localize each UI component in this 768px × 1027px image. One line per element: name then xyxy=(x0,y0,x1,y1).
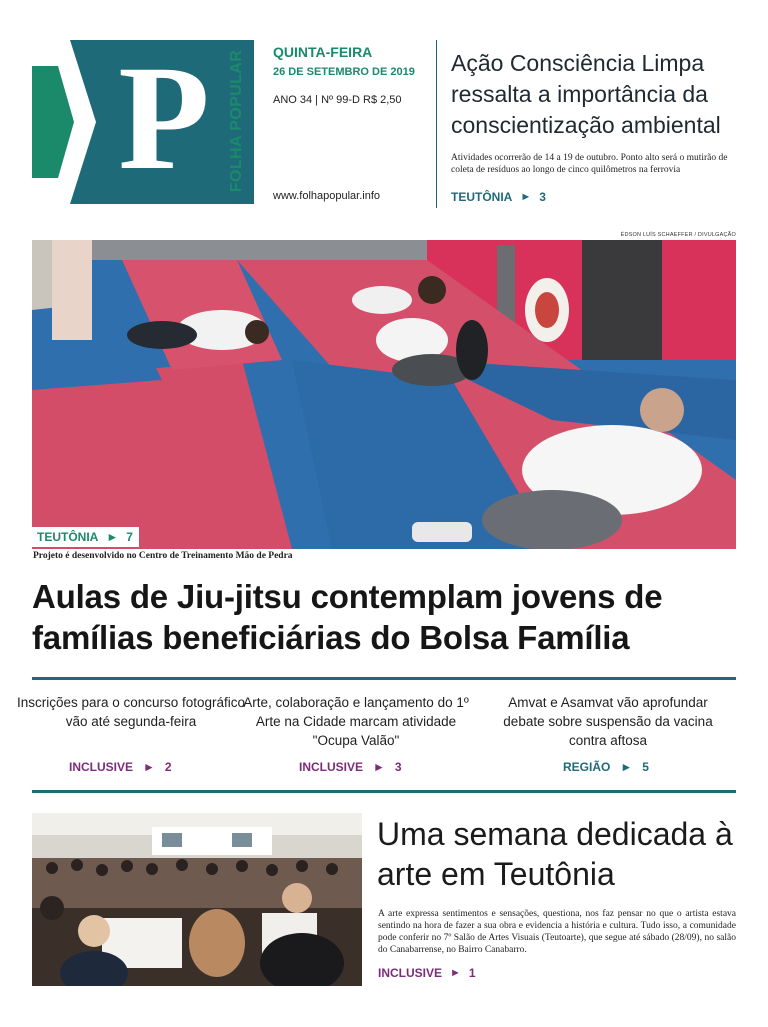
section-label: TEUTÔNIA xyxy=(451,190,513,204)
logo-letter: P xyxy=(118,40,210,201)
top-story-headline[interactable]: Ação Consciência Limpa ressalta a importância da conscientização ambiental xyxy=(451,50,721,138)
brand-name: FOLHA POPULAR xyxy=(228,49,245,193)
newspaper-logo xyxy=(32,40,254,204)
page-number: 3 xyxy=(539,190,546,204)
section-label: INCLUSIVE xyxy=(69,760,134,774)
triangle-right-icon: ► xyxy=(373,760,385,774)
page-number: 1 xyxy=(468,966,476,980)
website-link[interactable]: www.folhapopular.info xyxy=(273,190,381,202)
edition-info: ANO 34 | Nº 99-D R$ 2,50 xyxy=(273,94,402,106)
bottom-story-deck: A arte expressa sentimentos e sensações, questiona, nos faz pensar no que o artista estava sentindo na hora de fazer a sua obra e evidencia a história e cultura. Tudo isso, a comunidade pode conferir no 7º Salão de Artes Visuais (Teutoarte), que segue até sábado (28/09), no salão do Canabarrense, no Bairro Canabarro. xyxy=(378,909,736,955)
section-divider xyxy=(32,677,736,680)
teaser-1-text[interactable]: Inscrições para o concurso fotográfico vão até segunda-feira xyxy=(16,695,246,729)
top-story-deck: Atividades ocorrerão de 14 a 19 de outubro. Ponto alto será o mutirão de coleta de resíduos ao longo de cinco quilômetros na ferrovia xyxy=(451,153,728,175)
photo-credit: ÉDSON LUÍS SCHAEFFER / DIVULGAÇÃO xyxy=(620,232,736,238)
section-label: INCLUSIVE xyxy=(299,760,364,774)
photo-section-tag[interactable] xyxy=(32,527,139,547)
teaser-1-tag[interactable] xyxy=(69,760,172,774)
teaser-2-text[interactable]: Arte, colaboração e lançamento do 1º Arte na Cidade marcam atividade "Ocupa Valão" xyxy=(243,695,469,748)
triangle-right-icon: ► xyxy=(620,760,633,774)
page-number: 7 xyxy=(126,530,133,544)
top-story-section-tag[interactable] xyxy=(451,190,546,204)
edition-date: 26 DE SETEMBRO DE 2019 xyxy=(273,66,415,78)
bottom-story-section-tag[interactable] xyxy=(378,966,476,980)
jiu-jitsu-class-photo xyxy=(32,240,736,549)
photo-caption: Projeto é desenvolvido no Centro de Treinamento Mão de Pedra xyxy=(33,551,293,561)
art-week-photo xyxy=(32,813,362,986)
masthead-divider xyxy=(436,40,437,208)
page-number: 5 xyxy=(642,760,649,774)
triangle-right-icon: ► xyxy=(106,530,119,544)
section-divider xyxy=(32,790,736,793)
page-number: 3 xyxy=(394,760,402,774)
bottom-story-headline[interactable]: Uma semana dedicada à arte em Teutônia xyxy=(377,816,733,892)
teaser-3-tag[interactable] xyxy=(563,760,649,774)
triangle-right-icon: ► xyxy=(520,191,532,203)
section-label: REGIÃO xyxy=(563,760,611,774)
section-label: TEUTÔNIA xyxy=(37,530,99,544)
teaser-3-text[interactable]: Amvat e Asamvat vão aprofundar debate sobre suspensão da vacina contra aftosa xyxy=(503,695,713,748)
edition-day: QUINTA-FEIRA xyxy=(273,44,373,60)
page-number: 2 xyxy=(164,760,172,774)
triangle-right-icon: ► xyxy=(450,967,461,979)
main-headline[interactable]: Aulas de Jiu-jitsu contemplam jovens de famílias beneficiárias do Bolsa Família xyxy=(32,578,663,656)
triangle-right-icon: ► xyxy=(143,760,155,774)
teaser-2-tag[interactable] xyxy=(299,760,402,774)
section-label: INCLUSIVE xyxy=(378,966,443,980)
